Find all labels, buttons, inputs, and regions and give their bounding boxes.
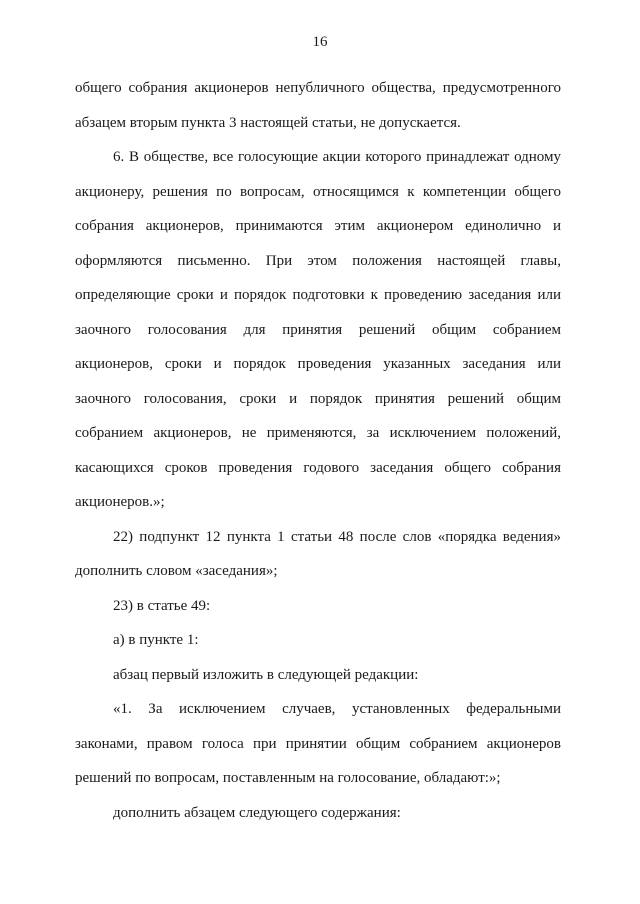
paragraph-addition: дополнить абзацем следующего содержания:	[113, 804, 401, 821]
paragraph-item-6: 6. В обществе, все голосующие акции которого принадлежат одному акционеру, решения по вопросам, относящимся к компетенции общего собрания акционеров, принимаются этим акционером единолично и оформляются письменно. При этом положения настоящей главы, определяющие сроки и порядок подготовки к проведению заседания или заочного голосования для принятия решений общим собранием акционеров, сроки и порядок проведения указанных заседания или заочного голосования, сроки и порядок принятия решений общим собранием акционеров, не применяются, за исключением положений, касающихся сроков проведения годового заседания общего собрания акционеров.»;	[75, 149, 561, 510]
paragraph-instruction: абзац первый изложить в следующей редакции:	[113, 666, 419, 683]
paragraph-continuation: общего собрания акционеров непубличного общества, предусмотренного абзацем вторым пункта 3 настоящей статьи, не допускается.	[75, 80, 561, 131]
paragraph-quoted-text: «1. За исключением случаев, установленных федеральными законами, правом голоса при принятии общим собранием акционеров решений по вопросам, поставленным на голосование, обладают:»;	[75, 701, 561, 786]
paragraph-item-22: 22) подпункт 12 пункта 1 статьи 48 после слов «порядка ведения» дополнить словом «заседания»;	[75, 528, 561, 579]
paragraph-item-23: 23) в статье 49:	[113, 597, 211, 614]
page-number: 16	[312, 34, 328, 50]
document-body	[75, 71, 561, 830]
paragraph-subitem-a: а) в пункте 1:	[113, 632, 199, 648]
